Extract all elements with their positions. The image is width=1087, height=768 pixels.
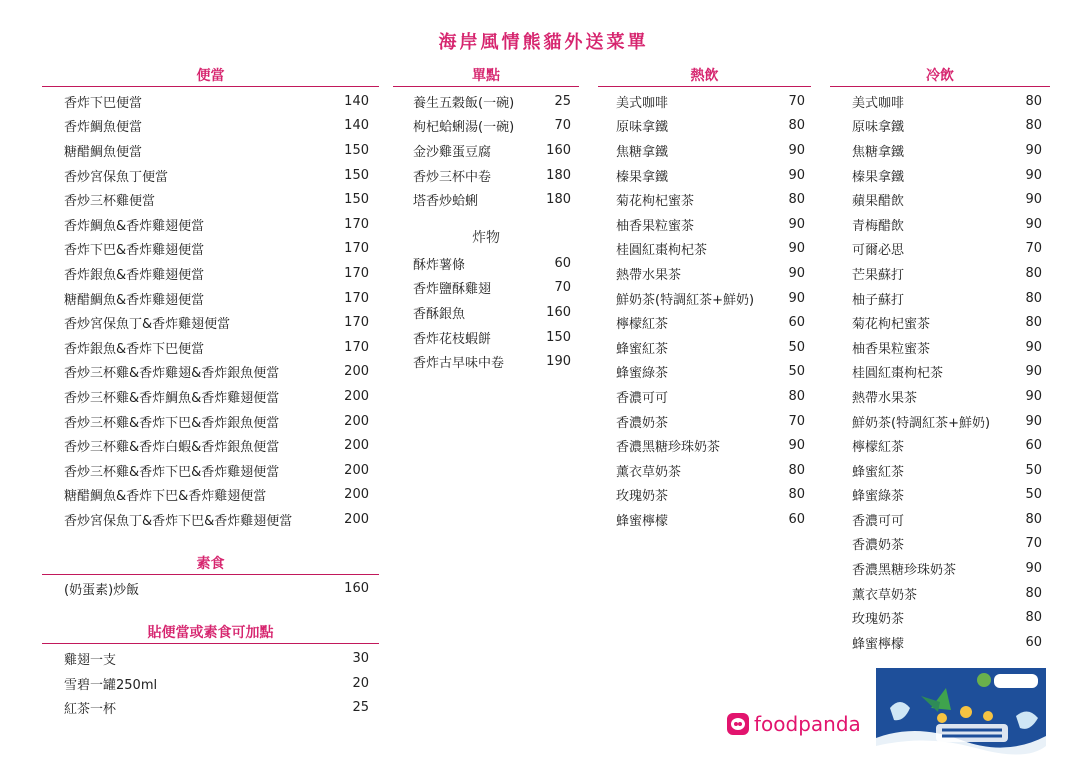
menu-item-name: 香炒宮保魚丁&香炸雞翅便當 <box>64 317 231 333</box>
menu-item <box>64 89 369 114</box>
menu-item-name: 蜂蜜紅茶 <box>616 341 669 357</box>
menu-item <box>413 114 571 139</box>
menu-item-name: 香炒三杯雞&香炸鯛魚&香炸雞翅便當 <box>64 390 280 406</box>
menu-item <box>64 458 369 483</box>
menu-item-price: 80 <box>788 388 805 404</box>
menu-item <box>64 507 369 532</box>
menu-item-name: 鮮奶茶(特調紅茶+鮮奶) <box>616 292 755 308</box>
menu-item-price: 60 <box>788 315 805 331</box>
menu-item-price: 80 <box>788 462 805 478</box>
menu-item <box>852 237 1042 262</box>
menu-item <box>413 138 571 163</box>
bento-list <box>42 89 379 532</box>
menu-item-price: 170 <box>344 315 369 331</box>
menu-item-price: 170 <box>344 216 369 232</box>
menu-item-name: 蜂蜜綠茶 <box>852 489 905 505</box>
menu-item-name: 香炒三杯雞&香炸白蝦&香炸銀魚便當 <box>64 440 280 456</box>
menu-item-name: 桂圓紅棗枸杞茶 <box>616 243 708 259</box>
menu-item-name: 原味拿鐵 <box>616 120 669 136</box>
menu-item-name: 香濃黑糖珍珠奶茶 <box>616 440 721 456</box>
menu-item-price: 190 <box>546 354 571 370</box>
section-heading-addons: 貼便當或素食可加點 <box>42 623 379 644</box>
menu-item <box>852 212 1042 237</box>
menu-item-price: 160 <box>546 304 571 320</box>
menu-item-price: 60 <box>1025 634 1042 650</box>
section-heading-vegetarian: 素食 <box>42 554 379 575</box>
menu-item <box>616 483 805 508</box>
menu-item-name: 香炒三杯雞便當 <box>64 194 156 210</box>
menu-item <box>616 261 805 286</box>
menu-item <box>64 163 369 188</box>
menu-item <box>64 212 369 237</box>
menu-item <box>616 335 805 360</box>
menu-item <box>64 577 369 602</box>
menu-item-price: 90 <box>1025 167 1042 183</box>
menu-item <box>852 532 1042 557</box>
menu-item-name: 檸檬紅茶 <box>852 440 905 456</box>
menu-item-name: 香炸鯛魚便當 <box>64 120 143 136</box>
menu-item-price: 90 <box>788 290 805 306</box>
menu-item-name: 蘋果醋飲 <box>852 194 905 210</box>
menu-item <box>852 384 1042 409</box>
menu-item-name: 香炒三杯中卷 <box>413 169 492 185</box>
menu-item-name: 香濃奶茶 <box>616 415 669 431</box>
menu-item-name: 蜂蜜檸檬 <box>616 513 669 529</box>
menu-item <box>852 581 1042 606</box>
menu-item-name: 雪碧一罐250ml <box>64 677 158 693</box>
menu-item <box>64 671 369 696</box>
menu-item-price: 80 <box>788 192 805 208</box>
menu-item-name: 榛果拿鐵 <box>852 169 905 185</box>
menu-item-name: 檸檬紅茶 <box>616 317 669 333</box>
menu-item-name: 糖醋鯛魚便當 <box>64 144 143 160</box>
menu-item-price: 60 <box>788 511 805 527</box>
menu-item-price: 30 <box>352 651 369 667</box>
section-heading-hot: 熱飲 <box>598 66 811 87</box>
foodpanda-wordmark: foodpanda <box>754 712 861 736</box>
menu-item-price: 200 <box>344 388 369 404</box>
menu-item-price: 50 <box>1025 462 1042 478</box>
menu-item <box>64 286 369 311</box>
menu-item-price: 160 <box>546 142 571 158</box>
menu-item-price: 200 <box>344 413 369 429</box>
menu-item <box>64 483 369 508</box>
column-hot <box>598 66 811 532</box>
menu-item-price: 50 <box>788 364 805 380</box>
menu-item-name: 榛果拿鐵 <box>616 169 669 185</box>
menu-item <box>852 458 1042 483</box>
menu-item <box>413 349 571 374</box>
menu-item-name: 青梅醋飲 <box>852 218 905 234</box>
menu-item-name: 蜂蜜紅茶 <box>852 464 905 480</box>
hot-list <box>598 89 811 532</box>
menu-item-price: 70 <box>554 280 571 296</box>
menu-item-price: 90 <box>788 142 805 158</box>
menu-item-name: 熱帶水果茶 <box>852 390 918 406</box>
menu-item-name: 香炒三杯雞&香炸雞翅&香炸銀魚便當 <box>64 366 280 382</box>
menu-item-name: 原味拿鐵 <box>852 120 905 136</box>
menu-title: 海岸風情熊貓外送菜單 <box>438 32 649 53</box>
menu-item-price: 60 <box>1025 438 1042 454</box>
menu-item-name: 香炸銀魚&香炸雞翅便當 <box>64 267 205 283</box>
menu-item-name: 香酥銀魚 <box>413 306 466 322</box>
menu-item-price: 200 <box>344 511 369 527</box>
menu-item-price: 25 <box>352 700 369 716</box>
menu-item-price: 200 <box>344 462 369 478</box>
menu-item <box>616 89 805 114</box>
menu-item <box>413 187 571 212</box>
menu-item-price: 70 <box>1025 536 1042 552</box>
menu-item-price: 160 <box>344 581 369 597</box>
menu-item-name: 香炸下巴&香炸雞翅便當 <box>64 243 205 259</box>
menu-item-price: 150 <box>344 142 369 158</box>
menu-item-price: 90 <box>788 438 805 454</box>
menu-item-name: 糖醋鯛魚&香炸下巴&香炸雞翅便當 <box>64 489 267 505</box>
single-list <box>393 89 579 212</box>
menu-item-price: 20 <box>352 675 369 691</box>
menu-item <box>64 237 369 262</box>
menu-item-price: 80 <box>1025 118 1042 134</box>
menu-item-name: 養生五穀飯(一碗) <box>413 95 515 111</box>
column-bento <box>42 66 379 720</box>
menu-item <box>64 695 369 720</box>
section-heading-fried: 炸物 <box>472 229 500 246</box>
menu-item-name: 香炒宮保魚丁便當 <box>64 169 169 185</box>
menu-item <box>852 433 1042 458</box>
menu-item-price: 50 <box>788 339 805 355</box>
menu-item-name: 柚香果粒蜜茶 <box>616 218 695 234</box>
menu-item <box>616 187 805 212</box>
menu-item <box>616 384 805 409</box>
menu-item <box>616 409 805 434</box>
foodpanda-logo <box>727 712 861 736</box>
menu-item <box>616 237 805 262</box>
menu-item <box>616 286 805 311</box>
menu-item-price: 140 <box>344 93 369 109</box>
menu-item-price: 80 <box>1025 265 1042 281</box>
menu-item-price: 50 <box>1025 487 1042 503</box>
menu-item <box>64 409 369 434</box>
menu-item-price: 80 <box>1025 290 1042 306</box>
menu-item-price: 90 <box>1025 339 1042 355</box>
menu-item-price: 80 <box>1025 585 1042 601</box>
menu-item <box>852 261 1042 286</box>
menu-item <box>852 286 1042 311</box>
menu-item-price: 80 <box>1025 93 1042 109</box>
menu-item <box>852 310 1042 335</box>
menu-item <box>616 507 805 532</box>
menu-item-name: 蜂蜜綠茶 <box>616 366 669 382</box>
column-single <box>393 66 579 374</box>
menu-item-name: 香炒三杯雞&香炸下巴&香炸雞翅便當 <box>64 464 280 480</box>
section-heading-single: 單點 <box>393 66 579 87</box>
column-cold <box>830 66 1050 655</box>
fried-list <box>393 251 579 374</box>
menu-item-price: 70 <box>1025 241 1042 257</box>
menu-item <box>64 138 369 163</box>
menu-item-price: 70 <box>788 413 805 429</box>
menu-item-name: 美式咖啡 <box>852 95 905 111</box>
menu-item-name: 香炸花枝蝦餅 <box>413 331 492 347</box>
menu-item-price: 70 <box>554 118 571 134</box>
menu-item <box>616 138 805 163</box>
menu-item-name: 紅茶一杯 <box>64 702 117 718</box>
menu-item-name: 香濃可可 <box>852 513 905 529</box>
menu-item <box>852 114 1042 139</box>
menu-item <box>64 335 369 360</box>
menu-item <box>64 310 369 335</box>
menu-item-price: 25 <box>554 93 571 109</box>
menu-item-name: 玫瑰奶茶 <box>616 489 669 505</box>
menu-item <box>616 212 805 237</box>
cold-list <box>830 89 1050 655</box>
menu-item-name: 金沙雞蛋豆腐 <box>413 144 492 160</box>
menu-item <box>616 310 805 335</box>
menu-item-price: 90 <box>1025 364 1042 380</box>
menu-item-price: 170 <box>344 265 369 281</box>
menu-item <box>64 187 369 212</box>
menu-item <box>64 114 369 139</box>
menu-item <box>64 433 369 458</box>
menu-item-name: 香炸古早味中卷 <box>413 356 505 372</box>
menu-item-price: 150 <box>344 167 369 183</box>
menu-item-name: 柚香果粒蜜茶 <box>852 341 931 357</box>
addons-list <box>42 646 379 720</box>
menu-item-name: 可爾必思 <box>852 243 905 259</box>
menu-item <box>616 433 805 458</box>
menu-item-price: 150 <box>344 192 369 208</box>
menu-item-name: 玫瑰奶茶 <box>852 612 905 628</box>
menu-item <box>852 483 1042 508</box>
menu-item <box>616 360 805 385</box>
menu-item-price: 90 <box>1025 561 1042 577</box>
menu-item <box>413 251 571 276</box>
menu-item-price: 200 <box>344 487 369 503</box>
menu-item-name: 美式咖啡 <box>616 95 669 111</box>
menu-item-name: 薰衣草奶茶 <box>852 587 918 603</box>
menu-item <box>413 300 571 325</box>
menu-item-name: 柚子蘇打 <box>852 292 905 308</box>
menu-item-name: 香炸鹽酥雞翅 <box>413 282 492 298</box>
menu-item <box>852 138 1042 163</box>
menu-item-name: 枸杞蛤蜊湯(一碗) <box>413 120 515 136</box>
menu-item-name: 香炒三杯雞&香炸下巴&香炸銀魚便當 <box>64 415 280 431</box>
menu-item-price: 90 <box>788 216 805 232</box>
menu-item <box>64 360 369 385</box>
menu-item-name: 菊花枸杞蜜茶 <box>616 194 695 210</box>
menu-item-name: 香炸下巴便當 <box>64 95 143 111</box>
menu-item-price: 90 <box>1025 413 1042 429</box>
menu-item <box>852 163 1042 188</box>
vegetarian-list <box>42 577 379 602</box>
section-heading-bento: 便當 <box>42 66 379 87</box>
menu-item-price: 90 <box>1025 142 1042 158</box>
menu-item-price: 200 <box>344 438 369 454</box>
menu-item <box>616 458 805 483</box>
menu-item-name: 焦糖拿鐵 <box>616 144 669 160</box>
menu-item-price: 170 <box>344 241 369 257</box>
menu-item-name: 塔香炒蛤蜊 <box>413 194 479 210</box>
menu-item-name: 熱帶水果茶 <box>616 267 682 283</box>
menu-item <box>852 89 1042 114</box>
menu-item-price: 60 <box>554 255 571 271</box>
menu-item <box>852 556 1042 581</box>
menu-item <box>64 646 369 671</box>
menu-item-name: 香濃黑糖珍珠奶茶 <box>852 563 957 579</box>
menu-item-name: 鮮奶茶(特調紅茶+鮮奶) <box>852 415 991 431</box>
menu-item-price: 80 <box>788 487 805 503</box>
menu-item <box>64 384 369 409</box>
menu-item-name: 焦糖拿鐵 <box>852 144 905 160</box>
menu-item-price: 80 <box>1025 511 1042 527</box>
menu-item-name: 雞翅一支 <box>64 653 117 669</box>
menu-item-price: 80 <box>788 118 805 134</box>
menu-item <box>413 163 571 188</box>
menu-item-price: 180 <box>546 167 571 183</box>
menu-item <box>852 630 1042 655</box>
menu-item-name: 芒果蘇打 <box>852 267 905 283</box>
menu-item-price: 170 <box>344 290 369 306</box>
menu-item-name: 菊花枸杞蜜茶 <box>852 317 931 333</box>
menu-item <box>852 409 1042 434</box>
menu-item-price: 180 <box>546 192 571 208</box>
menu-item-name: 桂圓紅棗枸杞茶 <box>852 366 944 382</box>
menu-item-price: 90 <box>1025 388 1042 404</box>
menu-item-price: 90 <box>1025 192 1042 208</box>
menu-item <box>852 605 1042 630</box>
menu-item-price: 90 <box>788 265 805 281</box>
menu-item <box>852 507 1042 532</box>
menu-item <box>616 163 805 188</box>
foodpanda-panda-icon <box>727 713 749 735</box>
menu-item <box>852 360 1042 385</box>
menu-item-name: 香濃可可 <box>616 390 669 406</box>
restaurant-logo <box>876 668 1046 760</box>
menu-item <box>413 276 571 301</box>
menu-item-name: 香炸銀魚&香炸下巴便當 <box>64 341 205 357</box>
menu-item <box>852 335 1042 360</box>
menu-item <box>413 325 571 350</box>
menu-item-price: 70 <box>788 93 805 109</box>
menu-item-name: 香炸鯛魚&香炸雞翅便當 <box>64 218 205 234</box>
menu-item-price: 200 <box>344 364 369 380</box>
menu-item <box>64 261 369 286</box>
menu-item-price: 90 <box>788 167 805 183</box>
menu-item <box>413 89 571 114</box>
menu-item <box>852 187 1042 212</box>
menu-item <box>616 114 805 139</box>
menu-item-price: 80 <box>1025 315 1042 331</box>
menu-item-price: 90 <box>788 241 805 257</box>
section-heading-cold: 冷飲 <box>830 66 1050 87</box>
menu-item-name: (奶蛋素)炒飯 <box>64 583 140 599</box>
menu-item-name: 香炒宮保魚丁&香炸下巴&香炸雞翅便當 <box>64 513 293 529</box>
menu-item-price: 150 <box>546 329 571 345</box>
menu-item-name: 蜂蜜檸檬 <box>852 636 905 652</box>
menu-item-name: 酥炸薯條 <box>413 257 466 273</box>
menu-item-name: 糖醋鯛魚&香炸雞翅便當 <box>64 292 205 308</box>
menu-item-price: 80 <box>1025 610 1042 626</box>
menu-item-price: 140 <box>344 118 369 134</box>
menu-item-price: 170 <box>344 339 369 355</box>
menu-item-name: 薰衣草奶茶 <box>616 464 682 480</box>
menu-item-price: 90 <box>1025 216 1042 232</box>
menu-item-name: 香濃奶茶 <box>852 538 905 554</box>
